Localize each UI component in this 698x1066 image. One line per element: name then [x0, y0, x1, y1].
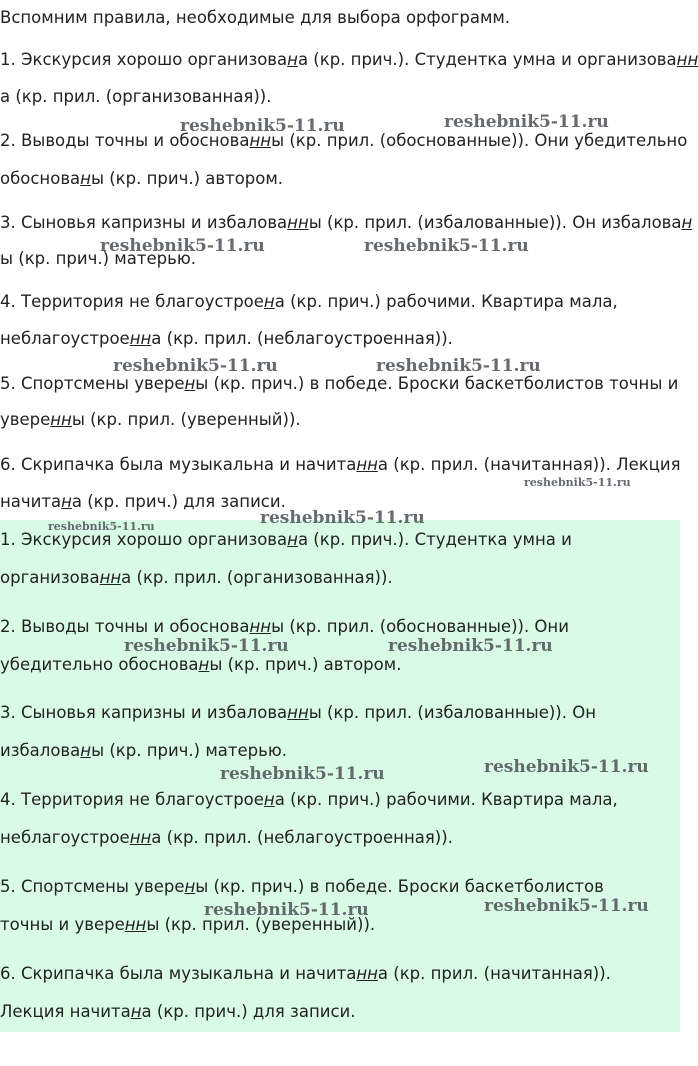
- answer-line: [0, 566, 393, 590]
- question-line: [0, 408, 301, 432]
- text-segment: 2. Выводы точны и обоснова: [0, 131, 250, 150]
- answer-line: [0, 739, 287, 763]
- text-segment: ы (кр. прич.) в победе. Броски баскетболистов: [195, 877, 604, 896]
- orthogram-letters: н: [263, 790, 275, 809]
- answer-line: [0, 653, 401, 677]
- text-segment: ы (кр. прил. (обоснованные)). Они убедительно: [271, 131, 688, 150]
- text-segment: точны и увере: [0, 915, 125, 934]
- watermark-text: reshebnik5-11.ru: [113, 356, 278, 376]
- text-segment: ы (кр. прич.) в победе. Броски баскетболистов точны и: [195, 374, 679, 393]
- text-segment: а (кр. прич.). Студентка умна и организова: [297, 50, 677, 69]
- text-segment: 3. Сыновья капризны и избалова: [0, 703, 288, 722]
- text-segment: 1. Экскурсия хорошо организова: [0, 530, 288, 549]
- question-line: [0, 372, 678, 396]
- orthogram-letters: нн: [249, 617, 272, 636]
- text-segment: 5. Спортсмены увере: [0, 877, 185, 896]
- text-segment: ы (кр. прил. (избалованные)). Он избалова: [308, 213, 682, 232]
- orthogram-letters: н: [80, 169, 91, 188]
- watermark-text: reshebnik5-11.ru: [524, 476, 631, 489]
- orthogram-letters: н: [198, 655, 210, 674]
- question-line: [0, 290, 618, 314]
- watermark-text: reshebnik5-11.ru: [180, 116, 345, 136]
- question-line: [0, 327, 453, 351]
- watermark-text: reshebnik5-11.ru: [376, 356, 541, 376]
- text-segment: ы (кр. прич.) матерью.: [0, 249, 196, 268]
- watermark-text: reshebnik5-11.ru: [260, 508, 425, 528]
- text-segment: ы (кр. прил. (избалованные)). Он: [308, 703, 597, 722]
- orthogram-letters: н: [61, 492, 72, 511]
- watermark-text: reshebnik5-11.ru: [364, 236, 529, 256]
- orthogram-letters: нн: [287, 213, 309, 232]
- text-segment: обоснова: [0, 169, 81, 188]
- question-line: [0, 167, 283, 191]
- text-segment: неблагоустрое: [0, 828, 130, 847]
- answer-line: [0, 826, 453, 850]
- watermark-text: reshebnik5-11.ru: [388, 636, 553, 656]
- text-segment: а (кр. прич.) рабочими. Квартира мала,: [274, 790, 618, 809]
- orthogram-letters: нн: [50, 410, 72, 429]
- text-segment: ы (кр. прич.) автором.: [209, 655, 402, 674]
- text-segment: а (кр. прич.). Студентка умна и: [297, 530, 572, 549]
- watermark-text: reshebnik5-11.ru: [48, 520, 155, 533]
- text-segment: 1. Экскурсия хорошо организова: [0, 50, 288, 69]
- watermark-text: reshebnik5-11.ru: [100, 236, 265, 256]
- text-segment: Лекция начита: [0, 1002, 131, 1021]
- orthogram-letters: нн: [129, 828, 152, 847]
- text-segment: а (кр. прил. (неблагоустроенная)).: [151, 828, 453, 847]
- orthogram-letters: нн: [249, 131, 272, 150]
- orthogram-letters: н: [184, 374, 196, 393]
- orthogram-letters: нн: [287, 703, 309, 722]
- orthogram-letters: нн: [356, 964, 378, 983]
- text-segment: 5. Спортсмены увере: [0, 374, 185, 393]
- text-segment: неблагоустрое: [0, 329, 130, 348]
- text-segment: а (кр. прич.) для записи.: [71, 492, 286, 511]
- watermark-text: reshebnik5-11.ru: [220, 764, 385, 784]
- text-segment: 4. Территория не благоустрое: [0, 790, 264, 809]
- text-segment: 4. Территория не благоустрое: [0, 292, 264, 311]
- orthogram-letters: н: [681, 213, 693, 232]
- question-line: [0, 48, 698, 72]
- text-segment: начита: [0, 492, 62, 511]
- watermark-text: reshebnik5-11.ru: [124, 636, 289, 656]
- question-line: [0, 85, 271, 109]
- watermark-text: reshebnik5-11.ru: [444, 112, 609, 132]
- text-segment: а (кр. прил. (начитанная)). Лекция: [377, 455, 681, 474]
- text-segment: а (кр. прил. (начитанная)).: [377, 964, 611, 983]
- orthogram-letters: нн: [99, 568, 122, 587]
- orthogram-letters: нн: [124, 915, 147, 934]
- watermark-text: reshebnik5-11.ru: [484, 757, 649, 777]
- watermark-text: reshebnik5-11.ru: [484, 896, 649, 916]
- text-segment: ы (кр. прич.) матерью.: [91, 741, 288, 760]
- answer-line: [0, 1000, 356, 1024]
- orthogram-letters: н: [184, 877, 196, 896]
- text-segment: увере: [0, 410, 51, 429]
- answer-line: [0, 788, 618, 812]
- orthogram-letters: нн: [356, 455, 378, 474]
- question-line: [0, 453, 681, 477]
- orthogram-letters: нн: [676, 50, 698, 69]
- text-segment: ы (кр. прил. (уверенный)).: [146, 915, 376, 934]
- text-segment: ы (кр. прич.) автором.: [90, 169, 284, 188]
- orthogram-letters: нн: [129, 329, 152, 348]
- question-line: [0, 490, 286, 514]
- orthogram-letters: н: [263, 292, 275, 311]
- orthogram-letters: н: [287, 530, 298, 549]
- intro-text: Вспомним правила, необходимые для выбора орфограмм.: [0, 8, 511, 27]
- text-segment: 3. Сыновья капризны и избалова: [0, 213, 288, 232]
- text-segment: а (кр. прил. (организованная)).: [121, 568, 393, 587]
- text-segment: организова: [0, 568, 100, 587]
- answer-line: [0, 701, 596, 725]
- text-segment: 6. Скрипачка была музыкальна и начита: [0, 964, 357, 983]
- text-segment: а (кр. прич.) рабочими. Квартира мала,: [274, 292, 618, 311]
- orthogram-letters: н: [130, 1002, 142, 1021]
- text-segment: 2. Выводы точны и обоснова: [0, 617, 250, 636]
- text-segment: убедительно обоснова: [0, 655, 199, 674]
- text-segment: 6. Скрипачка была музыкальна и начита: [0, 455, 357, 474]
- text-segment: а (кр. прил. (организованная)).: [0, 87, 272, 106]
- text-segment: избалова: [0, 741, 81, 760]
- orthogram-letters: н: [287, 50, 298, 69]
- answer-line: [0, 962, 611, 986]
- question-line: [0, 211, 692, 235]
- text-segment: ы (кр. прил. (уверенный)).: [71, 410, 301, 429]
- text-segment: а (кр. прич.) для записи.: [141, 1002, 356, 1021]
- text-segment: а (кр. прил. (неблагоустроенная)).: [151, 329, 453, 348]
- orthogram-letters: н: [80, 741, 92, 760]
- text-segment: ы (кр. прил. (обоснованные)). Они: [271, 617, 569, 636]
- watermark-text: reshebnik5-11.ru: [204, 900, 369, 920]
